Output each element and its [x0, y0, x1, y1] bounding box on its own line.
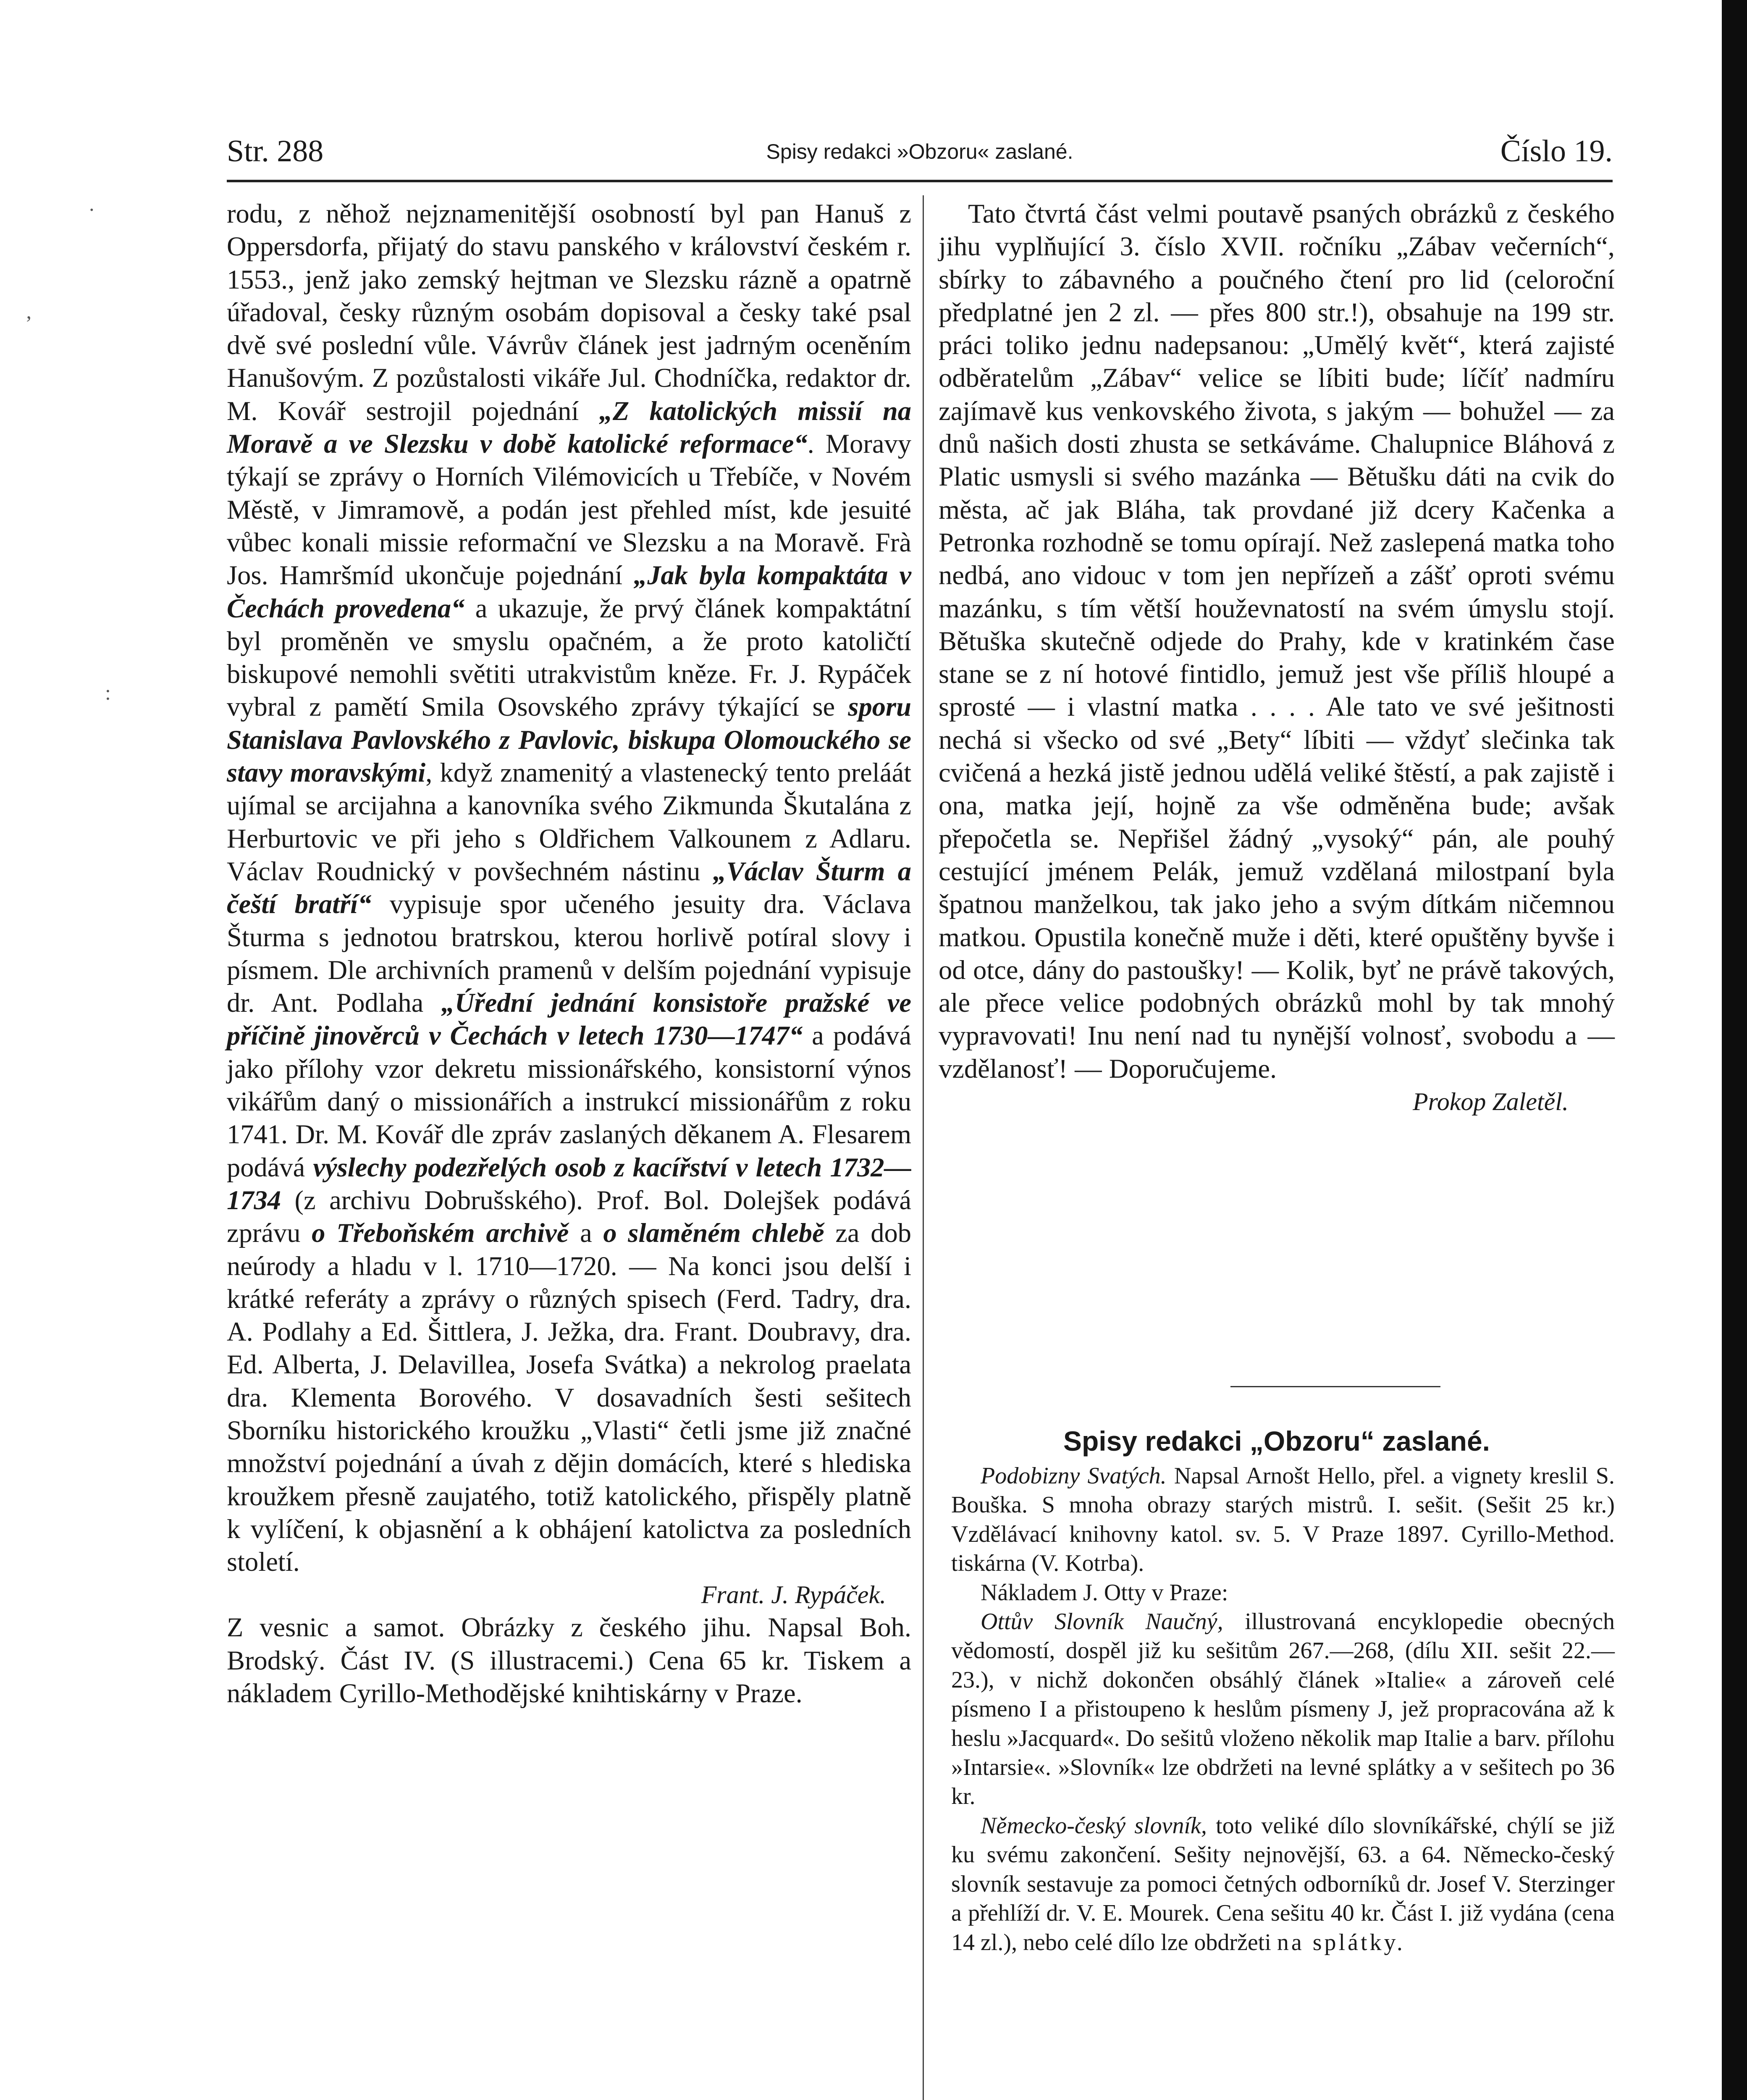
entry-otto-intro: Nákladem J. Otty v Praze: [981, 1579, 1228, 1606]
left-column [227, 197, 911, 1710]
scan-speck: ʼ [25, 311, 32, 335]
scan-speck: · [88, 198, 95, 221]
running-title: Spisy redakci »Obzoru« zaslané. [766, 140, 1073, 163]
entry-podobizny: Podobizny Svatých. Napsal Arnošt Hello, přel. a vignety kreslil S. Bouška. S mnoha obrazy starých mistrů. I. sešit. (Sešit 25 kr.) Vzdělávací knihovny katol. sv. 5. V Praze 1897. Cyrillo-Method. tiskárna (V. Kotrba). [951, 1463, 1615, 1577]
title-katolicke-missie: „Z katolických missií na Moravě a ve Slezsku v době katolické reformace“ [227, 396, 912, 459]
entry-nemecko-cesky: Německo-český slovník, toto veliké dílo slovníkářské, chýlí se již ku svému zakončení. Sešity nejnovější, 63. a 64. Německo-český slovník sestavuje za pomoci četných odborníků dr. Josef V. Sterzinger a přehlíží dr. V. E. Mourek. Cena sešitu 40 kr. Část I. již vydána (cena 14 zl.), nebo celé dílo lze obdržeti na splátky. [951, 1812, 1615, 1956]
scan-border-right [1722, 0, 1747, 2100]
entry-slovnik-naucny: Ottův Slovník Naučný, illustrovaná encyklopedie obecných vědomostí, dospěl již ku sešitům 267.—268, (dílu XII. sešit 22.—23.), v nichž dokončen obsáhlý článek »Italie« a zároveň celé písmeno I a přistoupeno k heslům písmeny J, jež propracována až k heslu »Jacquard«. Do sešitů vloženo několik map Italie a barv. přílohu »Intarsie«. »Slovník« lze obdržeti na levné splátky a v sešitech po 36 kr. [951, 1609, 1615, 1810]
book-title-z-vesnic: Z vesnic a samot. [227, 1612, 445, 1643]
title-spor-pavlovskeho: sporu Stanislava Pavlovského z Pavlovic, biskupa Olomouckého se stavy moravskými [227, 692, 911, 788]
review-signature: Frant. J. Rypáček. [701, 1581, 886, 1609]
received-books-list [951, 1462, 1615, 1957]
right-column [939, 197, 1615, 1118]
title-uredni-jednani: „Úřední jednání konsistoře pražské ve příčině jinověrců v Čechách v letech 1730—1747“ [227, 988, 911, 1051]
title-trebonsky-archiv: o Třeboňském archivě [312, 1218, 569, 1248]
page-header [227, 134, 1613, 176]
issue-number: Číslo 19. [1500, 134, 1613, 168]
short-rule [1230, 1386, 1440, 1387]
scan-speck: : [105, 681, 111, 704]
review-signature-zaletel: Prokop Zaletěl. [1412, 1088, 1569, 1116]
header-rule [227, 180, 1613, 182]
z-vesnic-review-text: Tato čtvrtá část velmi poutavě psaných obrázků z českého jihu vyplňující 3. číslo XVII. ročníku „Zábav večerních“, sbírky to zábavného a poučného čtení pro lid (celoroční předplatné jen 2 zl. — přes 800 str.!), obsahuje na 199 str. práci toliko jednu nadepsanou: „Umělý květ“, která zajisté odběratelům „Zábav“ velice se líbiti bude; líčíť nadmíru zajímavě kus venkovského života, s jakým — bohužel — za dnů našich dosti zhusta se setkáváme. Chalupnice Bláhová z Platic usmysli si svého mazánka — Bětušku dáti na cvik do města, ač jak Bláha, tak provdané již dcery Kačenka a Petronka rozhodně se tomu opírají. Než zaslepená matka toho nedbá, ano vidouc v tom jen nepřízeň a zášť oproti svému mazánku, s tím větší houževnatostí na svém úmyslu stojí. Bětuška skutečně odjede do Prahy, kde v kratinkém čase stane se z ní hotové fintidlo, jemuž jest vše příliš hloupé a sprosté — i vlastní matka . . . . Ale tato ve své ješitnosti nechá si všecko od své „Bety“ líbiti — vždyť slečinka tak cvičená a hezká jistě jednou udělá veliké štěstí, a pak zajistě i ona, matka její, hojně za vše odměněna bude; avšak přepočetla se. Nepřišel žádný „vysoký“ pán, ale pouhý cestující jménem Pelák, jemuž vzdělaná milostpaní byla špatnou manželkou, tak jako jeho a svým dítkám ničemnou matkou. Opustila konečně muže i děti, které opuštěny byvše i od otce, dány do pastoušky! — Kolik, byť ne právě takových, ale přece velice podobných obrázků mohl by tak mnohý vypravovati! Inu není nad tu nynější volnosť, svobodu a — vzdělanosť! — Doporučujeme. [939, 199, 1615, 1084]
title-kompaktata: „Jak byla kompaktáta v Čechách provedena“ [227, 560, 911, 623]
title-vyslechy: výslechy podezřelých osob z kacířství v letech 1732—1734 [227, 1152, 911, 1215]
z-vesnic-review-start: Z vesnic a samot. Obrázky z českého jihu. Napsal Boh. Brodský. Část IV. (S illustracemi.) Cena 65 kr. Tiskem a nákladem Cyrillo-Methodějské knihtiskárny v Praze. [227, 1612, 911, 1709]
section-heading: Spisy redakci „Obzoru“ zaslané. [1063, 1425, 1490, 1457]
title-vaclav-sturm: „Václav Šturm a čeští bratří“ [227, 856, 911, 919]
sbornik-review: rodu, z něhož nejznamenitější osobností byl pan Hanuš z Oppersdorfa, přijatý do stavu panského v království českém r. 1553., jenž jako zemský hejtman ve Slezsku rázně a opatrně úřadoval, česky různým osobám dopisoval a česky také psal dvě své poslední vůle. Vávrův článek jest jadrným oceněním Hanušovým. Z pozůstalosti vikáře Jul. Chodníčka, redaktor dr. M. Kovář sestrojil pojednání „Z katolických missií na Moravě a ve Slezsku v době katolické reformace“. Moravy týkají se zprávy o Horních Vilémovicích u Třebíče, v Novém Městě, v Jimramově, a podán jest přehled míst, kde jesuité vůbec konali missie reformační ve Slezsku a na Moravě. Frà Jos. Hamršmíd ukončuje pojednání „Jak byla kompaktáta v Čechách provedena“ a ukazuje, že prvý článek kompaktátní byl proměněn ve smyslu opačném, a že proto katoličtí biskupové nemohli světiti utrakvistům kněze. Fr. J. Rypáček vybral z pamětí Smila Osovského zprávy týkající se sporu Stanislava Pavlovského z Pavlovic, biskupa Olomouckého se stavy moravskými, když znamenitý a vlastenecký tento preláát ujímal se arcijahna a kanovníka svého Zikmunda Škutalána z Herburtovic ve při jeho s Oldřichem Valkounem z Adlaru. Václav Roudnický v povšechném nástinu „Václav Šturm a čeští bratří“ vypisuje spor učeného jesuity dra. Václava Šturma s jednotou bratrskou, kterou horlivě potíral slovy i písmem. Dle archivních pramenů v delším pojednání vypisuje dr. Ant. Podlaha „Úřední jednání konsistoře pražské ve příčině jinověrců v Čechách v letech 1730—1747“ a podává jako přílohy vzor dekretu missionářského, konsistorní výnos vikářům daný o missionářích a instrukcí missionářům z roku 1741. Dr. M. Kovář dle zpráv zaslaných děkanem A. Flesarem podává výslechy podezřelých osob z kacířství v letech 1732—1734 (z archivu Dobrušského). Prof. Bol. Dolejšek podává zprávu o Třeboňském archivě a o slaměném chlebě za dob neúrody a hladu v l. 1710—1720. — Na konci jsou delší i krátké referáty a zprávy o různých spisech (Ferd. Tadry, dra. A. Podlahy a Ed. Šittlera, J. Ježka, dra. Frant. Doubravy, dra. Ed. Alberta, J. Delavillea, Josefa Svátka) a nekrolog praelata dra. Klementa Borového. V dosavadních šesti sešitech Sborníku historického kroužku „Vlasti“ četli jsme již značné množství pojednání a úvah z dějin domácích, které s hlediska kroužkem přesně zaujatého, totiž katolického, přispěly platně k vylíčení, k objasnění a k obhájení katolictva za posledních století. [227, 199, 912, 1577]
page-number: Str. 288 [227, 134, 324, 168]
column-divider [923, 195, 924, 2100]
title-slameny-chleb: o slaměném chlebě [603, 1218, 824, 1248]
